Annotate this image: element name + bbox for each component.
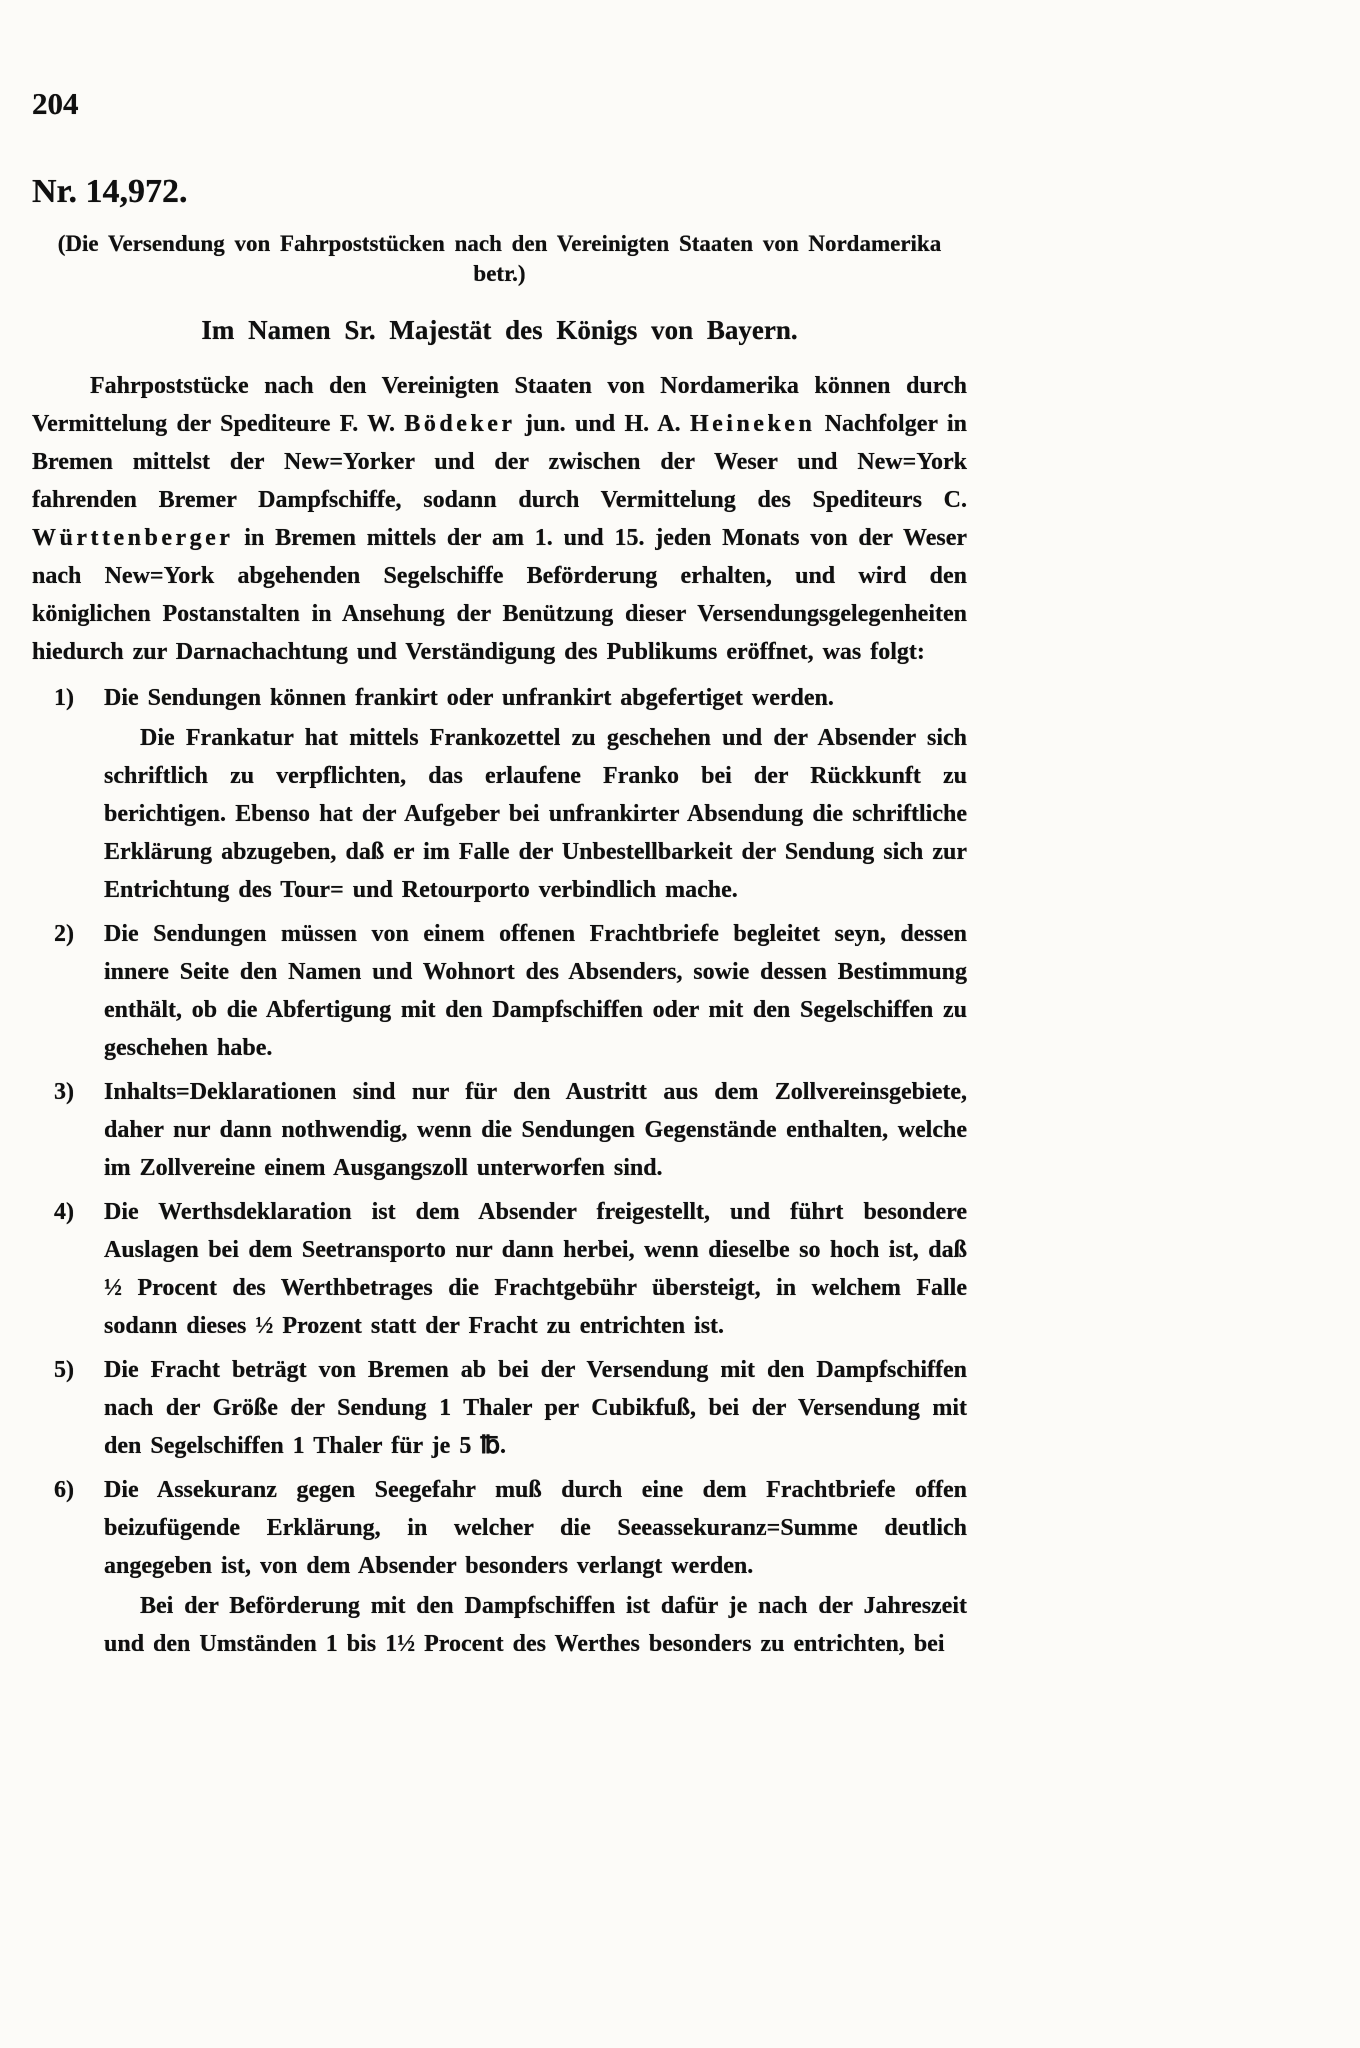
subject-line: (Die Versendung von Fahrpoststücken nach den Vereinigten Staaten von Nordamerika betr.) <box>57 231 942 286</box>
item-number: 5) <box>54 1357 74 1383</box>
letterspaced-name: Bödeker <box>404 411 516 437</box>
list-item <box>32 915 967 1067</box>
list-item <box>32 1471 967 1663</box>
item-body <box>104 1193 967 1345</box>
item-number: 3) <box>54 1079 74 1105</box>
item-paragraph: Die Fracht beträgt von Bremen ab bei der Versendung mit den Dampfschiffen nach der Größe der Sendung 1 Thaler per Cubikfuß, bei der Versendung mit den Segelschiffen 1 Thaler für je 5 ℔. <box>104 1357 967 1459</box>
letterspaced-name: Württenberger <box>32 525 234 551</box>
item-paragraph: Die Werthsdeklaration ist dem Absender freigestellt, und führt besondere Auslagen bei dem Seetransporto nur dann herbei, wenn dieselbe so hoch ist, daß ½ Procent des Werthbetrages die Frachtgebühr übersteigt, in welchem Falle sodann dieses ½ Prozent statt der Fracht zu entrichten ist. <box>104 1199 967 1339</box>
item-body <box>104 1073 967 1187</box>
items-list <box>32 679 967 1663</box>
item-body <box>104 915 967 1067</box>
item-paragraph: Die Assekuranz gegen Seegefahr muß durch eine dem Frachtbriefe offen beizufügende Erklärung, in welcher die Seeassekuranz=Summe deutlich angegeben ist, von dem Absender besonders verlangt werden. <box>104 1477 967 1579</box>
main-heading: Im Namen Sr. Majestät des Königs von Bayern. <box>201 315 798 345</box>
item-number: 6) <box>54 1477 74 1503</box>
item-body <box>104 679 967 909</box>
item-paragraph: Die Sendungen müssen von einem offenen Frachtbriefe begleitet seyn, dessen innere Seite den Namen und Wohnort des Absenders, sowie dessen Bestimmung enthält, ob die Abfertigung mit den Dampfschiffen oder mit den Segelschiffen zu geschehen habe. <box>104 921 967 1061</box>
item-body <box>104 1351 967 1465</box>
page-number: 204 <box>32 86 79 121</box>
item-paragraph: Die Frankatur hat mittels Frankozettel zu geschehen und der Absender sich schriftlich zu verpflichten, das erlaufene Franko bei der Rückkunft zu berichtigen. Ebenso hat der Aufgeber bei unfrankirter Absendung die schriftliche Erklärung abzugeben, daß er im Falle der Unbestellbarkeit der Sendung sich zur Entrichtung des Tour= und Retourporto verbindlich mache. <box>104 725 967 903</box>
document-number: Nr. 14,972. <box>32 173 188 210</box>
list-item <box>32 679 967 909</box>
item-body <box>104 1471 967 1663</box>
item-number: 1) <box>54 685 74 711</box>
item-paragraph: Inhalts=Deklarationen sind nur für den Austritt aus dem Zollvereinsgebiete, daher nur dann nothwendig, wenn die Sendungen Gegenstände enthalten, welche im Zollvereine einem Ausgangszoll unterworfen sind. <box>104 1079 967 1181</box>
intro-paragraph: Fahrpoststücke nach den Vereinigten Staaten von Nordamerika können durch Vermittelung der Spediteure F. W. Bödeker jun. und H. A. Heineken Nachfolger in Bremen mittelst der New=Yorker und der zwischen der Weser und New=York fahrenden Bremer Dampfschiffe, sodann durch Vermittelung des Spediteurs C. Württenberger in Bremen mittels der am 1. und 15. jeden Monats von der Weser nach New=York abgehenden Segelschiffe Beförderung erhalten, und wird den königlichen Postanstalten in Ansehung der Benützung dieser Versendungsgelegenheiten hiedurch zur Darnachachtung und Verständigung des Publikums eröffnet, was folgt: <box>32 373 967 665</box>
list-item <box>32 1351 967 1465</box>
item-paragraph: Die Sendungen können frankirt oder unfrankirt abgefertiget werden. <box>104 685 834 711</box>
item-number: 4) <box>54 1199 74 1225</box>
list-item <box>32 1193 967 1345</box>
item-number: 2) <box>54 921 74 947</box>
list-item <box>32 1073 967 1187</box>
item-paragraph: Bei der Beförderung mit den Dampfschiffen ist dafür je nach der Jahreszeit und den Umständen 1 bis 1½ Procent des Werthes besonders zu entrichten, bei <box>104 1593 967 1657</box>
letterspaced-name: Heineken <box>689 411 816 437</box>
